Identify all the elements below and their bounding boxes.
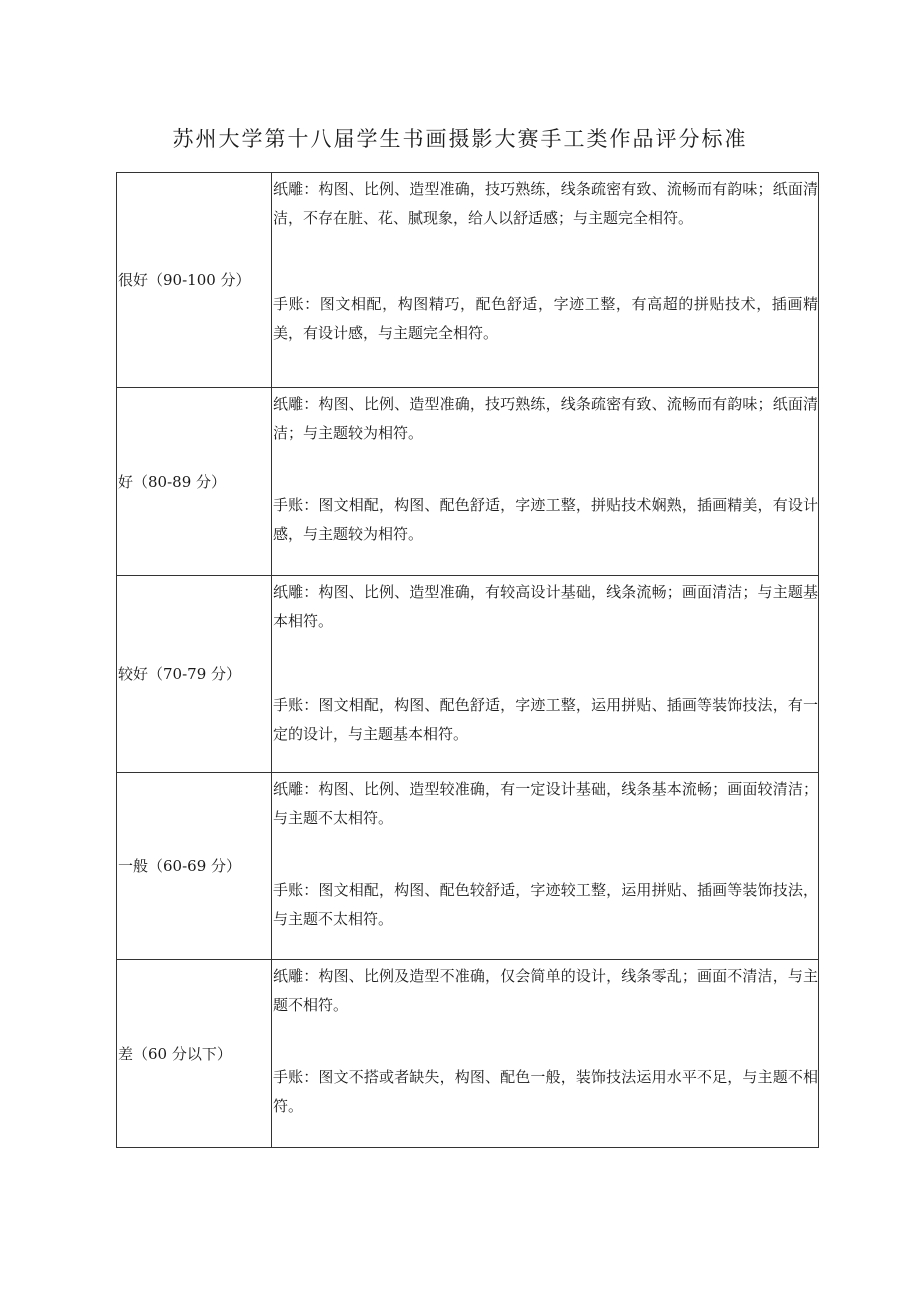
criteria-description: [272, 576, 819, 773]
handbook-criteria: 手账：图文相配，构图、配色较舒适，字迹较工整，运用拼贴、插画等装饰技法，与主题不太相符。: [273, 881, 818, 928]
criteria-description: [272, 388, 819, 576]
handbook-criteria: 手账：图文相配，构图精巧，配色舒适，字迹工整，有高超的拼贴技术，插画精美，有设计感，与主题完全相符。: [273, 295, 818, 342]
grade-label: 较好（70-79 分）: [117, 576, 272, 773]
handbook-criteria: 手账：图文相配，构图、配色舒适，字迹工整，拼贴技术娴熟，插画精美，有设计感，与主题较为相符。: [273, 496, 818, 543]
scoring-criteria-table: [116, 172, 819, 1148]
grade-label: 一般（60-69 分）: [117, 773, 272, 960]
paper-carving-criteria: 纸雕：构图、比例、造型准确，技巧熟练，线条疏密有致、流畅而有韵味；纸面清洁；与主题较为相符。: [273, 395, 818, 442]
grade-label: 差（60 分以下）: [117, 960, 272, 1148]
paper-carving-criteria: 纸雕：构图、比例、造型准确，有较高设计基础，线条流畅；画面清洁；与主题基本相符。: [273, 583, 818, 630]
handbook-criteria: 手账：图文相配，构图、配色舒适，字迹工整，运用拼贴、插画等装饰技法，有一定的设计，与主题基本相符。: [273, 696, 818, 743]
criteria-description: [272, 960, 819, 1148]
paper-carving-criteria: 纸雕：构图、比例、造型准确，技巧熟练，线条疏密有致、流畅而有韵味；纸面清洁，不存在脏、花、腻现象，给人以舒适感；与主题完全相符。: [273, 180, 818, 227]
handbook-criteria: 手账：图文不搭或者缺失，构图、配色一般，装饰技法运用水平不足，与主题不相符。: [273, 1068, 818, 1115]
table-row: [117, 173, 819, 388]
grade-label: 很好（90-100 分）: [117, 173, 272, 388]
table-row: [117, 773, 819, 960]
criteria-description: [272, 773, 819, 960]
table-row: [117, 960, 819, 1148]
page-title: 苏州大学第十八届学生书画摄影大赛手工类作品评分标准: [172, 127, 748, 151]
criteria-description: [272, 173, 819, 388]
grade-label: 好（80-89 分）: [117, 388, 272, 576]
paper-carving-criteria: 纸雕：构图、比例、造型较准确，有一定设计基础，线条基本流畅；画面较清洁；与主题不太相符。: [273, 780, 818, 827]
table-row: [117, 388, 819, 576]
table-row: [117, 576, 819, 773]
paper-carving-criteria: 纸雕：构图、比例及造型不准确，仅会简单的设计，线条零乱；画面不清洁，与主题不相符。: [273, 967, 818, 1014]
